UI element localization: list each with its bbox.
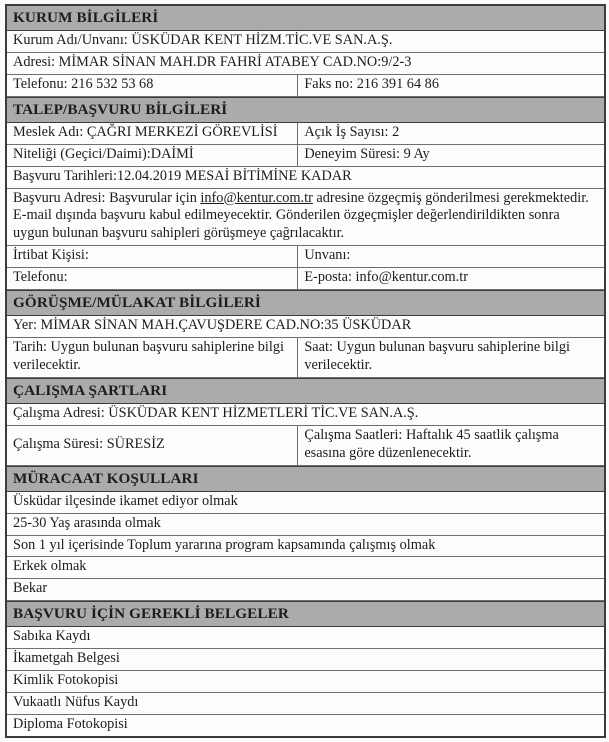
section-header-talep-basvuru-bilgileri: TALEP/BAŞVURU BİLGİLERİ xyxy=(7,97,604,123)
row-yer xyxy=(7,316,604,338)
row-niteligi-deneyim xyxy=(7,145,604,167)
row-calisma-suresi-saatleri xyxy=(7,426,604,466)
required-document-row xyxy=(7,627,604,649)
cell-calisma-adresi: Çalışma Adresi: ÜSKÜDAR KENT HİZMETLERİ TİC.VE SAN.A.Ş. xyxy=(13,404,419,421)
required-document-item: Sabıka Kaydı xyxy=(13,628,91,645)
row-adresi xyxy=(7,53,604,75)
requirement-row xyxy=(7,557,604,579)
cell-basvuru-tarihleri: Başvuru Tarihleri:12.04.2019 MESAİ BİTİMİNE KADAR xyxy=(13,167,352,184)
cell-tarih: Tarih: Uygun bulunan başvuru sahiplerine bilgi verilecektir. xyxy=(7,338,298,377)
requirement-item: 25-30 Yaş arasında olmak xyxy=(13,514,161,531)
required-document-item: Diploma Fotokopisi xyxy=(13,715,128,732)
row-kurum-adi xyxy=(7,31,604,53)
basvuru-adresi-text-after: adresine özgeçmiş gönderilmesi gerekmektedir. E-mail dışında başvuru kabul edilmeyecektir. Gönderilen özgeçmişler değerlendirildikten sonra uygun bulunan başvuru sahipleri görüşmeye çağrılacaktır. xyxy=(13,189,589,242)
cell-telefonu: Telefonu: 216 532 53 68 xyxy=(7,75,298,96)
cell-adresi: Adresi: MİMAR SİNAN MAH.DR FAHRİ ATABEY CAD.NO:9/2-3 xyxy=(13,54,412,71)
required-document-row xyxy=(7,649,604,671)
required-document-row xyxy=(7,671,604,693)
required-document-item: Kimlik Fotokopisi xyxy=(13,672,119,689)
row-basvuru-adresi xyxy=(7,189,604,247)
cell-acik-is-sayisi: Açık İş Sayısı: 2 xyxy=(304,124,400,141)
cell-calisma-saatleri: Çalışma Saatleri: Haftalık 45 saatlik çalışma esasına göre düzenlenecektir. xyxy=(304,426,559,461)
job-posting-table xyxy=(5,4,606,738)
requirement-item: Erkek olmak xyxy=(13,558,87,575)
cell-deneyim-suresi: Deneyim Süresi: 9 Ay xyxy=(304,145,430,162)
basvuru-adresi-text-before: Başvuru Adresi: Başvurular için xyxy=(13,189,201,206)
cell-calisma-suresi: Çalışma Süresi: SÜRESİZ xyxy=(7,426,298,465)
section-header-basvuru-icin-gerekli-belgeler: BAŞVURU İÇİN GEREKLİ BELGELER xyxy=(7,601,604,627)
cell-saat: Saat: Uygun bulunan başvuru sahiplerine bilgi verilecektir. xyxy=(304,339,570,373)
cell-niteligi: Niteliği (Geçici/Daimi):DAİMİ xyxy=(7,145,298,166)
section-header-gorusme-mulakat-bilgileri: GÖRÜŞME/MÜLAKAT BİLGİLERİ xyxy=(7,290,604,316)
row-tarih-saat xyxy=(7,338,604,378)
requirement-row xyxy=(7,492,604,514)
cell-faks-no: Faks no: 216 391 64 86 xyxy=(304,75,439,92)
required-document-row xyxy=(7,715,604,736)
section-header-kurum-bilgileri: KURUM BİLGİLERİ xyxy=(7,6,604,31)
section-header-muracaat-kosullari: MÜRACAAT KOŞULLARI xyxy=(7,466,604,492)
row-meslek-acik-is xyxy=(7,123,604,145)
cell-irtibat-kisisi: İrtibat Kişisi: xyxy=(7,246,298,267)
requirement-row xyxy=(7,536,604,558)
required-document-item: İkametgah Belgesi xyxy=(13,650,120,667)
cell-yer: Yer: MİMAR SİNAN MAH.ÇAVUŞDERE CAD.NO:35 ÜSKÜDAR xyxy=(13,317,412,334)
requirement-row xyxy=(7,579,604,601)
row-telefon-faks xyxy=(7,75,604,97)
requirement-row xyxy=(7,514,604,536)
cell-unvani: Unvanı: xyxy=(304,247,351,264)
required-document-row xyxy=(7,693,604,715)
requirement-item: Üsküdar ilçesinde ikamet ediyor olmak xyxy=(13,492,238,509)
row-telefon-eposta xyxy=(7,268,604,290)
row-calisma-adresi xyxy=(7,404,604,426)
requirement-item: Son 1 yıl içerisinde Toplum yararına program kapsamında çalışmış olmak xyxy=(13,536,436,553)
cell-eposta: E-posta: info@kentur.com.tr xyxy=(304,269,468,286)
requirement-item: Bekar xyxy=(13,580,48,597)
cell-kurum-adi-unvani: Kurum Adı/Unvanı: ÜSKÜDAR KENT HİZM.TİC.VE SAN.A.Ş. xyxy=(13,32,393,49)
required-document-item: Vukaatlı Nüfus Kaydı xyxy=(13,693,139,710)
cell-basvuru-adresi xyxy=(7,189,604,246)
cell-meslek-adi: Meslek Adı: ÇAĞRI MERKEZİ GÖREVLİSİ xyxy=(7,123,298,144)
email-link[interactable]: info@kentur.com.tr xyxy=(200,189,313,206)
row-irtibat-unvan xyxy=(7,246,604,268)
row-basvuru-tarihleri xyxy=(7,167,604,189)
cell-irtibat-telefonu: Telefonu: xyxy=(7,268,298,289)
section-header-calisma-sartlari: ÇALIŞMA ŞARTLARI xyxy=(7,378,604,404)
